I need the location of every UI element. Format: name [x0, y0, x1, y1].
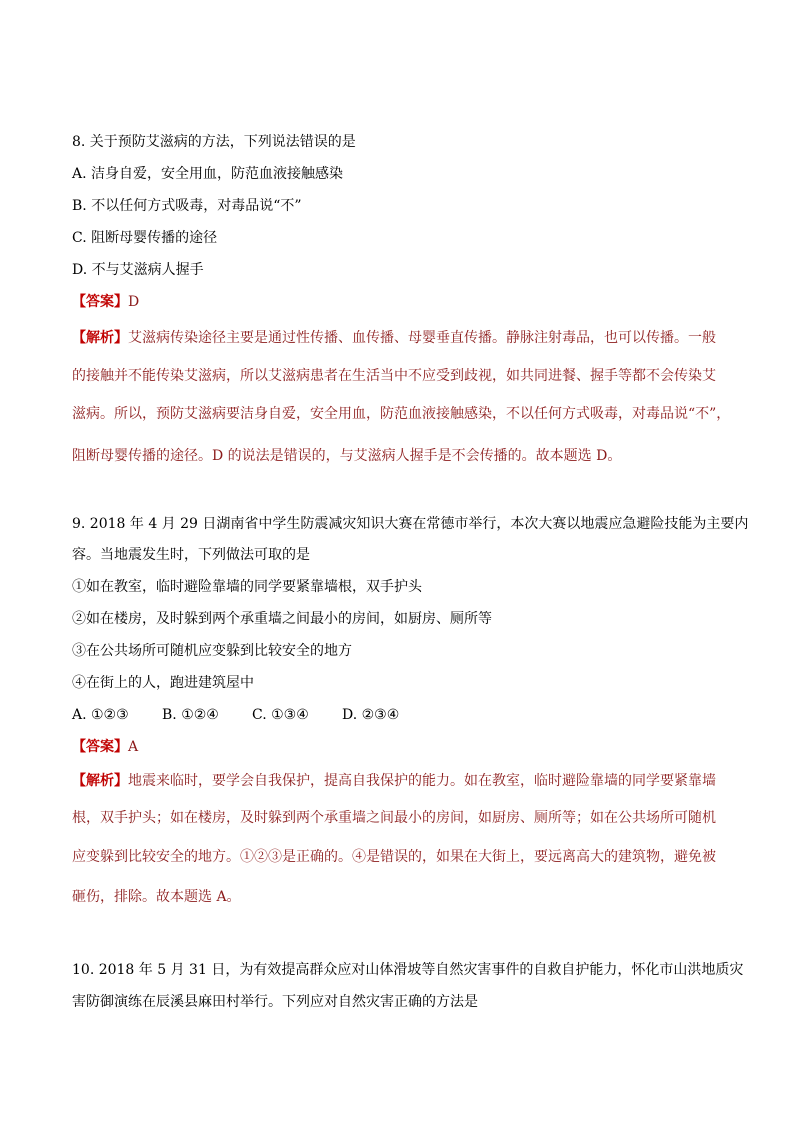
q8-option-b: B. 不以任何方式吸毒，对毒品说“不” — [72, 198, 302, 214]
analysis-tag: 【解析】 — [72, 773, 128, 789]
q9-options — [72, 705, 732, 725]
q8-stem: 8. 关于预防艾滋病的方法，下列说法错误的是 — [72, 134, 356, 150]
q9-analysis-text-3: 应变躲到比较安全的地方。①②③是正确的。④是错误的，如果在大街上，要远离高大的建筑物，避免被 — [72, 849, 716, 865]
q8-option-d: D. 不与艾滋病人握手 — [72, 262, 204, 278]
q8-option-c: C. 阻断母婴传播的途径 — [72, 230, 218, 246]
q9-analysis-text-1: 地震来临时，要学会自我保护，提高自我保护的能力。如在教室，临时避险靠墙的同学要紧靠墙 — [128, 773, 716, 789]
q9-option-b: B. ①②④ — [162, 707, 219, 723]
q9-stem-line-2: 容。当地震发生时，下列做法可取的是 — [72, 547, 310, 563]
q8-analysis-text-4: 阻断母婴传播的途径。D 的说法是错误的，与艾滋病人握手是不会传播的。故本题选 D。 — [72, 448, 622, 464]
answer-tag: 【答案】 — [72, 739, 128, 755]
q8-analysis-text-2: 的接触并不能传染艾滋病，所以艾滋病患者在生活当中不应受到歧视，如共同进餐、握手等都不会传染艾 — [72, 368, 716, 384]
q9-statement-2: ②如在楼房，及时躲到两个承重墙之间最小的房间，如厨房、厕所等 — [72, 611, 492, 627]
q8-analysis-text-1: 艾滋病传染途径主要是通过性传播、血传播、母婴垂直传播。静脉注射毒品，也可以传播。一般 — [128, 330, 716, 346]
q9-answer-line — [72, 737, 732, 757]
q9-statement-1: ①如在教室，临时避险靠墙的同学要紧靠墙根，双手护头 — [72, 579, 422, 595]
q9-statement-4: ④在街上的人，跑进建筑屋中 — [72, 675, 254, 691]
q8-answer-line — [72, 292, 732, 312]
q10-stem-line-2: 害防御演练在辰溪县麻田村举行。下列应对自然灾害正确的方法是 — [72, 994, 478, 1010]
analysis-tag: 【解析】 — [72, 330, 128, 346]
q8-answer: D — [128, 294, 140, 310]
q9-analysis-line-1 — [72, 771, 732, 791]
q9-option-a: A. ①②③ — [72, 707, 129, 723]
q9-stem-line-1: 9. 2018 年 4 月 29 日湖南省中学生防震减灾知识大赛在常德市举行，本次大赛以地震应急避险技能为主要内 — [72, 516, 749, 532]
answer-tag: 【答案】 — [72, 294, 128, 310]
q9-option-d: D. ②③④ — [342, 707, 400, 723]
q9-analysis-text-2: 根，双手护头；如在楼房，及时躲到两个承重墙之间最小的房间，如厨房、厕所等；如在公共场所可随机 — [72, 810, 716, 826]
q8-analysis-line-1 — [72, 328, 732, 348]
q9-option-c: C. ①③④ — [252, 707, 309, 723]
q8-analysis-text-3: 滋病。所以，预防艾滋病要洁身自爱，安全用血，防范血液接触感染，不以任何方式吸毒，对毒品说“不”， — [72, 406, 731, 422]
q9-answer: A — [128, 739, 139, 755]
q8-option-a: A. 洁身自爱，安全用血，防范血液接触感染 — [72, 166, 344, 182]
q10-stem-line-1: 10. 2018 年 5 月 31 日，为有效提高群众应对山体滑坡等自然灾害事件的自救自护能力，怀化市山洪地质灾 — [72, 962, 744, 978]
q9-statement-3: ③在公共场所可随机应变躲到比较安全的地方 — [72, 643, 352, 659]
q9-analysis-text-4: 砸伤，排除。故本题选 A。 — [72, 889, 241, 905]
